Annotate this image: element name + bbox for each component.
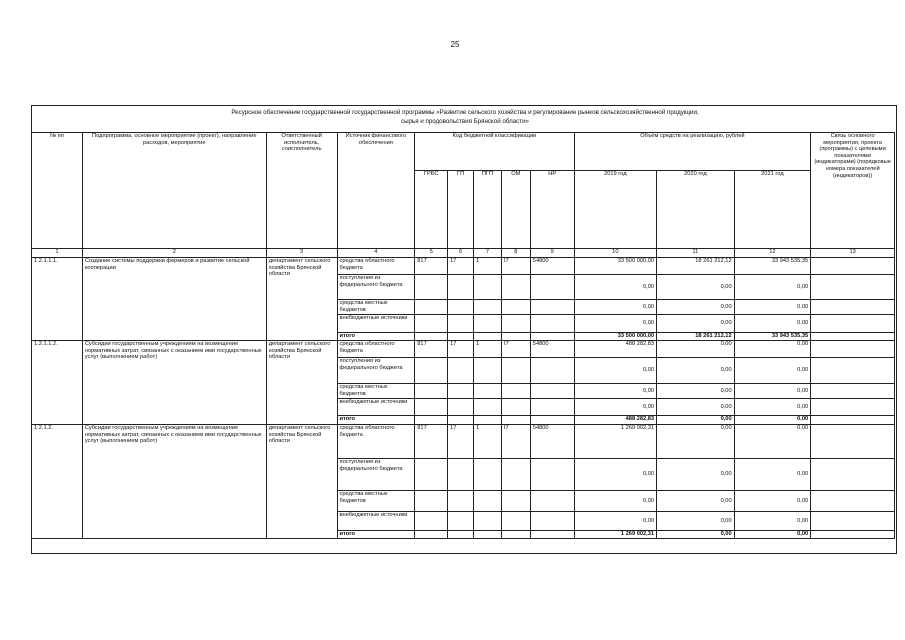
table-title bbox=[32, 108, 898, 126]
value-2021: 0,00 bbox=[734, 491, 811, 512]
funding-source: средства местных бюджетов bbox=[337, 300, 415, 315]
row-number: 1.2.1.1.2. bbox=[32, 341, 83, 425]
indicator-link bbox=[811, 300, 895, 315]
activity-name: Субсидии государственным учреждениям на возмещение нормативных затрат, связанных с оказанием ими государственных услуг (выполнением работ) bbox=[82, 425, 266, 539]
header-2019: 2019 год bbox=[574, 171, 657, 249]
funding-source: средства областного бюджета bbox=[337, 425, 415, 459]
funding-source: итого bbox=[337, 416, 415, 425]
empty-code-cell bbox=[530, 416, 574, 425]
value-2021: 0,00 bbox=[734, 300, 811, 315]
empty-code-cell bbox=[474, 333, 502, 341]
value-2019: 33 500 000,00 bbox=[574, 258, 657, 275]
value-2021: 0,00 bbox=[734, 315, 811, 333]
empty-code-cell bbox=[530, 512, 574, 531]
indicator-link bbox=[811, 399, 895, 416]
empty-code-cell bbox=[415, 491, 448, 512]
code-om: I7 bbox=[501, 341, 530, 358]
page-number: 25 bbox=[450, 40, 460, 49]
value-2020: 0,00 bbox=[657, 315, 735, 333]
indicator-link bbox=[811, 315, 895, 333]
value-2019: 0,00 bbox=[574, 300, 657, 315]
code-om: I7 bbox=[501, 425, 530, 459]
code-grbs: 817 bbox=[415, 341, 448, 358]
empty-code-cell bbox=[415, 399, 448, 416]
value-2020: 0,00 bbox=[657, 300, 735, 315]
value-2021: 0,00 bbox=[734, 341, 811, 358]
empty-code-cell bbox=[474, 491, 502, 512]
empty-code-cell bbox=[448, 399, 474, 416]
empty-code-cell bbox=[474, 459, 502, 491]
empty-code-cell bbox=[530, 384, 574, 399]
empty-code-cell bbox=[530, 459, 574, 491]
column-number: 11 bbox=[657, 249, 735, 258]
value-2021: 0,00 bbox=[734, 275, 811, 300]
empty-code-cell bbox=[530, 531, 574, 539]
funding-source: итого bbox=[337, 333, 415, 341]
empty-code-cell bbox=[501, 275, 530, 300]
code-nr: 54800 bbox=[530, 341, 574, 358]
row-number: 1.2.1.2. bbox=[32, 425, 83, 539]
empty-code-cell bbox=[415, 315, 448, 333]
indicator-link bbox=[811, 491, 895, 512]
header-2020: 2020 год bbox=[657, 171, 735, 249]
value-2019: 0,00 bbox=[574, 315, 657, 333]
value-2021: 33 943 535,35 bbox=[734, 258, 811, 275]
empty-code-cell bbox=[415, 512, 448, 531]
value-2021: 0,00 bbox=[734, 531, 811, 539]
empty-code-cell bbox=[415, 358, 448, 384]
value-2021: 0,00 bbox=[734, 384, 811, 399]
header-2021: 2021 год bbox=[734, 171, 811, 249]
column-number: 4 bbox=[337, 249, 415, 258]
header-link: Связь основного мероприятия, проекта (программы) с целевыми показателями (индикаторами) (порядковые номера показателей (индикаторов)) bbox=[811, 133, 895, 249]
value-2019: 0,00 bbox=[574, 275, 657, 300]
value-2021: 33 943 535,35 bbox=[734, 333, 811, 341]
table-row bbox=[32, 258, 895, 275]
empty-code-cell bbox=[530, 491, 574, 512]
column-number: 3 bbox=[266, 249, 337, 258]
column-number: 1 bbox=[32, 249, 83, 258]
value-2019: 1 269 002,31 bbox=[574, 531, 657, 539]
code-nr: 54800 bbox=[530, 258, 574, 275]
empty-code-cell bbox=[474, 358, 502, 384]
empty-code-cell bbox=[448, 531, 474, 539]
empty-code-cell bbox=[530, 358, 574, 384]
empty-code-cell bbox=[415, 384, 448, 399]
value-2020: 0,00 bbox=[657, 358, 735, 384]
empty-code-cell bbox=[474, 300, 502, 315]
column-number: 13 bbox=[811, 249, 895, 258]
indicator-link bbox=[811, 416, 895, 425]
empty-code-cell bbox=[501, 491, 530, 512]
header-volume: Объём средств на реализацию, рублей bbox=[574, 133, 811, 171]
value-2019: 0,00 bbox=[574, 512, 657, 531]
value-2021: 0,00 bbox=[734, 399, 811, 416]
column-number: 12 bbox=[734, 249, 811, 258]
code-grbs: 817 bbox=[415, 258, 448, 275]
value-2019: 33 500 000,00 bbox=[574, 333, 657, 341]
column-number: 5 bbox=[415, 249, 448, 258]
value-2020: 0,00 bbox=[657, 425, 735, 459]
executor: департамент сельского хозяйства Брянской области bbox=[266, 258, 337, 341]
empty-code-cell bbox=[501, 315, 530, 333]
column-number-row bbox=[32, 249, 895, 258]
funding-source: внебюджетные источники bbox=[337, 399, 415, 416]
empty-code-cell bbox=[448, 416, 474, 425]
table-row bbox=[32, 425, 895, 459]
empty-code-cell bbox=[501, 459, 530, 491]
value-2020: 0,00 bbox=[657, 275, 735, 300]
empty-code-cell bbox=[415, 416, 448, 425]
code-gp: 17 bbox=[448, 258, 474, 275]
header-source: Источник финансового обеспечения bbox=[337, 133, 415, 249]
column-number: 7 bbox=[474, 249, 502, 258]
empty-code-cell bbox=[448, 512, 474, 531]
indicator-link bbox=[811, 333, 895, 341]
code-gp: 17 bbox=[448, 425, 474, 459]
empty-code-cell bbox=[448, 358, 474, 384]
value-2021: 0,00 bbox=[734, 416, 811, 425]
executor: департамент сельского хозяйства Брянской области bbox=[266, 425, 337, 539]
indicator-link bbox=[811, 384, 895, 399]
empty-code-cell bbox=[474, 399, 502, 416]
column-number: 8 bbox=[501, 249, 530, 258]
title-line-2: сырья и продовольствия Брянской области» bbox=[401, 118, 529, 125]
column-number: 2 bbox=[82, 249, 266, 258]
funding-source: средства областного бюджета bbox=[337, 258, 415, 275]
value-2021: 0,00 bbox=[734, 459, 811, 491]
resource-table bbox=[31, 132, 895, 539]
code-nr: 54800 bbox=[530, 425, 574, 459]
empty-code-cell bbox=[474, 531, 502, 539]
empty-code-cell bbox=[448, 275, 474, 300]
funding-source: поступления из федерального бюджета bbox=[337, 459, 415, 491]
value-2020: 18 261 212,12 bbox=[657, 333, 735, 341]
column-number: 6 bbox=[448, 249, 474, 258]
empty-code-cell bbox=[530, 315, 574, 333]
empty-code-cell bbox=[474, 384, 502, 399]
funding-source: внебюджетные источники bbox=[337, 315, 415, 333]
indicator-link bbox=[811, 358, 895, 384]
funding-source: внебюджетные источники bbox=[337, 512, 415, 531]
funding-source: средства местных бюджетов bbox=[337, 384, 415, 399]
indicator-link bbox=[811, 459, 895, 491]
value-2021: 0,00 bbox=[734, 358, 811, 384]
empty-code-cell bbox=[448, 459, 474, 491]
value-2020: 0,00 bbox=[657, 399, 735, 416]
code-grbs: 817 bbox=[415, 425, 448, 459]
value-2019: 0,00 bbox=[574, 358, 657, 384]
value-2019: 0,00 bbox=[574, 491, 657, 512]
indicator-link bbox=[811, 425, 895, 459]
value-2019: 488 282,83 bbox=[574, 341, 657, 358]
funding-source: итого bbox=[337, 531, 415, 539]
value-2020: 0,00 bbox=[657, 459, 735, 491]
empty-code-cell bbox=[530, 300, 574, 315]
empty-code-cell bbox=[448, 300, 474, 315]
value-2020: 18 261 212,12 bbox=[657, 258, 735, 275]
empty-code-cell bbox=[530, 333, 574, 341]
column-number: 10 bbox=[574, 249, 657, 258]
empty-code-cell bbox=[415, 459, 448, 491]
empty-code-cell bbox=[501, 358, 530, 384]
column-number: 9 bbox=[530, 249, 574, 258]
header-executor: Ответственный исполнитель, соисполнитель bbox=[266, 133, 337, 249]
header-gp: ГП bbox=[448, 171, 474, 249]
header-row-top bbox=[32, 133, 895, 171]
indicator-link bbox=[811, 531, 895, 539]
empty-code-cell bbox=[448, 315, 474, 333]
value-2020: 0,00 bbox=[657, 491, 735, 512]
code-gp: 17 bbox=[448, 341, 474, 358]
header-budget-code: Код бюджетной классификации bbox=[415, 133, 574, 171]
empty-code-cell bbox=[501, 333, 530, 341]
value-2021: 0,00 bbox=[734, 512, 811, 531]
empty-code-cell bbox=[474, 315, 502, 333]
header-pgp: ПГП bbox=[474, 171, 502, 249]
header-num: № пп bbox=[32, 133, 83, 249]
value-2020: 0,00 bbox=[657, 341, 735, 358]
empty-code-cell bbox=[530, 399, 574, 416]
funding-source: поступления из федерального бюджета bbox=[337, 275, 415, 300]
funding-source: поступления из федерального бюджета bbox=[337, 358, 415, 384]
value-2019: 1 269 002,31 bbox=[574, 425, 657, 459]
indicator-link bbox=[811, 341, 895, 358]
executor: департамент сельского хозяйства Брянской области bbox=[266, 341, 337, 425]
row-number: 1.2.1.1.1. bbox=[32, 258, 83, 341]
value-2020: 0,00 bbox=[657, 416, 735, 425]
title-line-1: Ресурсное обеспечение государственной государственной программы «Развитие сельского хозяйства и регулирование рынков сельскохозяйственной продукции, bbox=[231, 109, 699, 116]
empty-code-cell bbox=[415, 333, 448, 341]
empty-code-cell bbox=[415, 531, 448, 539]
header-nr: НР bbox=[530, 171, 574, 249]
value-2019: 0,00 bbox=[574, 384, 657, 399]
empty-code-cell bbox=[474, 275, 502, 300]
code-pgp: 1 bbox=[474, 258, 502, 275]
code-pgp: 1 bbox=[474, 425, 502, 459]
empty-code-cell bbox=[474, 512, 502, 531]
indicator-link bbox=[811, 512, 895, 531]
empty-code-cell bbox=[474, 416, 502, 425]
header-subprogram: Подпрограмма, основное мероприятие (проект), направление расходов, мероприятие bbox=[82, 133, 266, 249]
empty-code-cell bbox=[501, 531, 530, 539]
value-2020: 0,00 bbox=[657, 384, 735, 399]
empty-code-cell bbox=[448, 384, 474, 399]
indicator-link bbox=[811, 258, 895, 275]
empty-code-cell bbox=[415, 300, 448, 315]
empty-code-cell bbox=[415, 275, 448, 300]
header-om: ОМ bbox=[501, 171, 530, 249]
code-om: I7 bbox=[501, 258, 530, 275]
activity-name: Создание системы поддержки фермеров и развитие сельской кооперации bbox=[82, 258, 266, 341]
value-2019: 488 282,83 bbox=[574, 416, 657, 425]
empty-code-cell bbox=[530, 275, 574, 300]
resource-table-sheet bbox=[31, 105, 897, 554]
empty-code-cell bbox=[501, 416, 530, 425]
value-2019: 0,00 bbox=[574, 399, 657, 416]
empty-code-cell bbox=[448, 491, 474, 512]
empty-code-cell bbox=[501, 300, 530, 315]
value-2020: 0,00 bbox=[657, 531, 735, 539]
indicator-link bbox=[811, 275, 895, 300]
value-2020: 0,00 bbox=[657, 512, 735, 531]
empty-code-cell bbox=[501, 512, 530, 531]
empty-code-cell bbox=[448, 333, 474, 341]
empty-code-cell bbox=[501, 399, 530, 416]
code-pgp: 1 bbox=[474, 341, 502, 358]
value-2019: 0,00 bbox=[574, 459, 657, 491]
header-grbs: ГРБС bbox=[415, 171, 448, 249]
empty-code-cell bbox=[501, 384, 530, 399]
funding-source: средства местных бюджетов bbox=[337, 491, 415, 512]
funding-source: средства областного бюджета bbox=[337, 341, 415, 358]
value-2021: 0,00 bbox=[734, 425, 811, 459]
table-row bbox=[32, 341, 895, 358]
activity-name: Субсидии государственным учреждениям на возмещение нормативных затрат, связанных с оказанием ими государственных услуг (выполнением работ) bbox=[82, 341, 266, 425]
